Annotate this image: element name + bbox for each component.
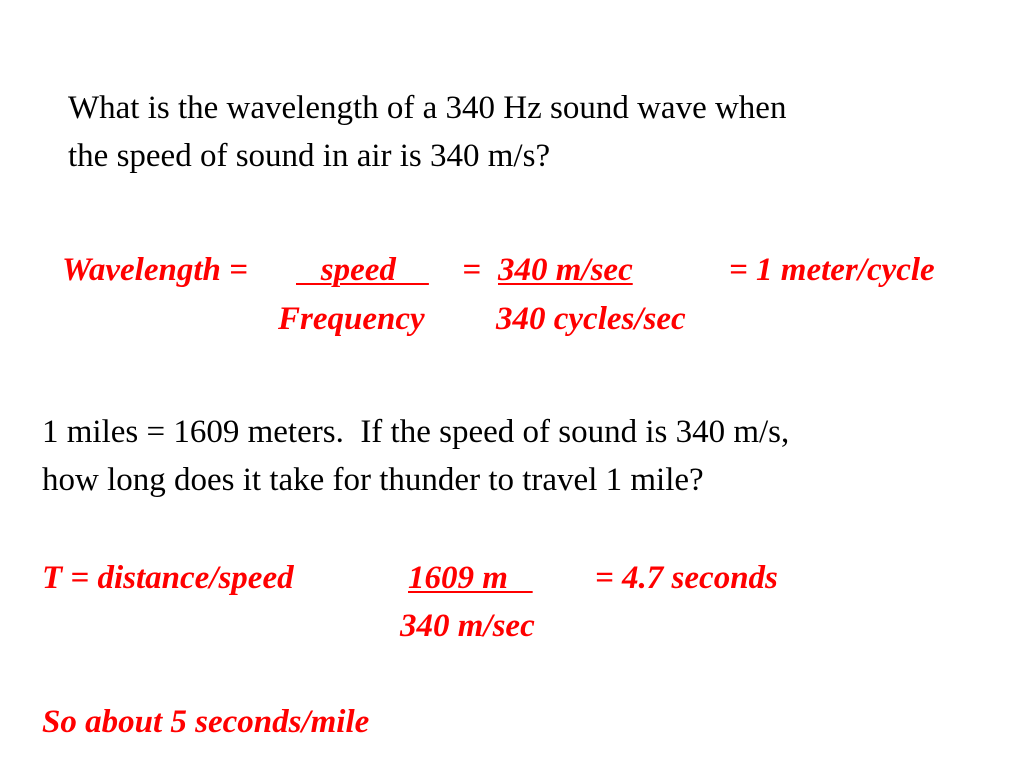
wavelength-label: Wavelength = <box>62 252 257 288</box>
frequency-denominator: Frequency <box>278 301 425 337</box>
distance-numerator: 1609 m <box>408 560 533 596</box>
question1-line1: What is the wavelength of a 340 Hz sound wave when <box>68 90 787 126</box>
conclusion-text: So about 5 seconds/mile <box>42 704 370 740</box>
wavelength-result: = 1 meter/cycle <box>729 252 935 288</box>
equals-sign: = <box>454 252 490 288</box>
speed-numerator: speed <box>296 252 429 288</box>
question1-line2: the speed of sound in air is 340 m/s? <box>68 138 551 174</box>
frequency-value-denominator: 340 cycles/sec <box>496 301 686 337</box>
question2-line2: how long does it take for thunder to travel 1 mile? <box>42 462 704 498</box>
speed-denominator: 340 m/sec <box>400 608 535 644</box>
time-formula: T = distance/speed <box>42 560 294 596</box>
speed-value-numerator: 340 m/sec <box>498 252 633 288</box>
question2-line1: 1 miles = 1609 meters. If the speed of sound is 340 m/s, <box>42 414 790 450</box>
time-result: = 4.7 seconds <box>595 560 778 596</box>
